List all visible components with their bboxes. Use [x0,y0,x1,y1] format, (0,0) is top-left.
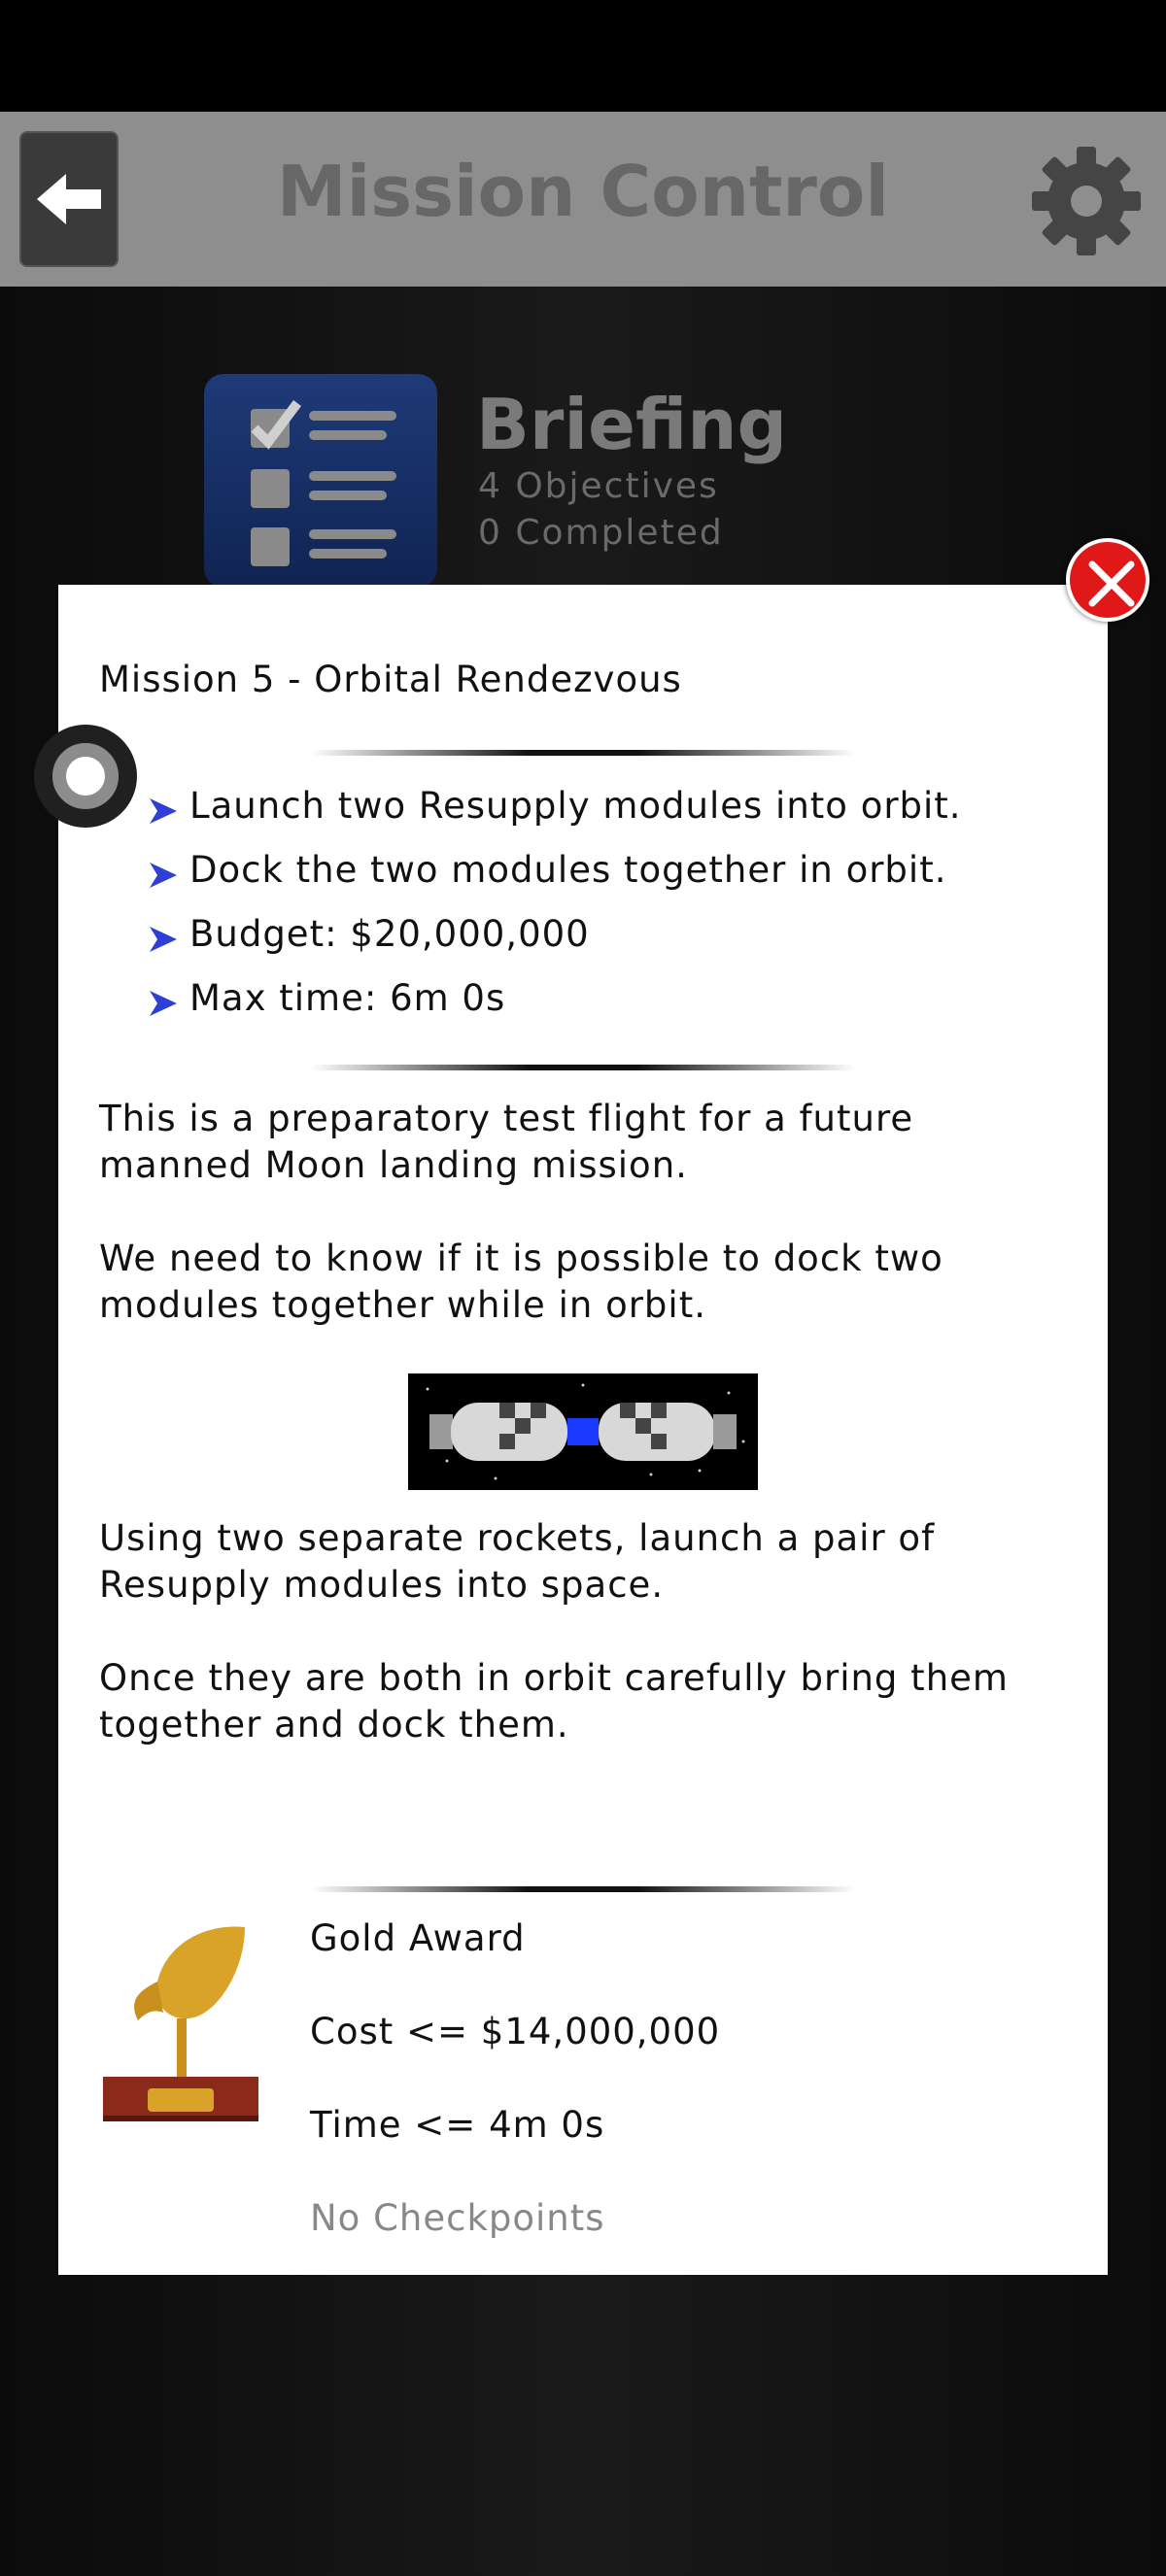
objective-item: Launch two Resupply modules into orbit. [189,785,962,827]
briefing-paragraph: We need to know if it is possible to dock two modules together while in orbit. [99,1237,943,1326]
mission-briefing-dialog [58,585,1108,2275]
divider [311,1886,855,1892]
briefing-paragraph: This is a preparatory test flight for a future manned Moon landing mission. [99,1098,914,1186]
mission-title: Mission 5 - Orbital Rendezvous [99,659,682,700]
close-icon [1086,559,1137,609]
briefing-paragraph: Using two separate rockets, launch a pair of Resupply modules into space. [99,1517,936,1606]
chevron-right-icon [148,797,177,826]
docking-modules-image [408,1373,758,1490]
award-cost: Cost <= $14,000,000 [310,2011,721,2052]
scroll-indicator[interactable] [34,725,137,828]
briefing-title: Briefing [476,384,788,465]
settings-button[interactable] [1028,143,1145,259]
briefing-paragraph: Once they are both in orbit carefully bring them together and dock them. [99,1657,1009,1746]
trophy-icon [99,1923,264,2127]
briefing-checklist-icon[interactable] [204,374,437,588]
award-title: Gold Award [310,1917,526,1959]
divider [311,750,855,756]
chevron-right-icon [148,861,177,890]
chevron-right-icon [148,989,177,1018]
objective-item: Max time: 6m 0s [189,977,506,1019]
award-checkpoints: No Checkpoints [310,2197,605,2239]
gear-icon [1028,143,1145,259]
close-button[interactable] [1066,538,1149,622]
header-bar [0,112,1166,287]
chevron-right-icon [148,925,177,954]
briefing-objectives-count: 4 Objectives [478,466,719,506]
briefing-completed-count: 0 Completed [478,513,724,553]
award-time: Time <= 4m 0s [310,2104,605,2146]
objective-item: Budget: $20,000,000 [189,913,590,955]
scroll-indicator-ring [52,743,119,809]
page-title: Mission Control [276,151,890,232]
divider [311,1065,855,1070]
objective-item: Dock the two modules together in orbit. [189,849,947,891]
status-bar [0,0,1166,112]
